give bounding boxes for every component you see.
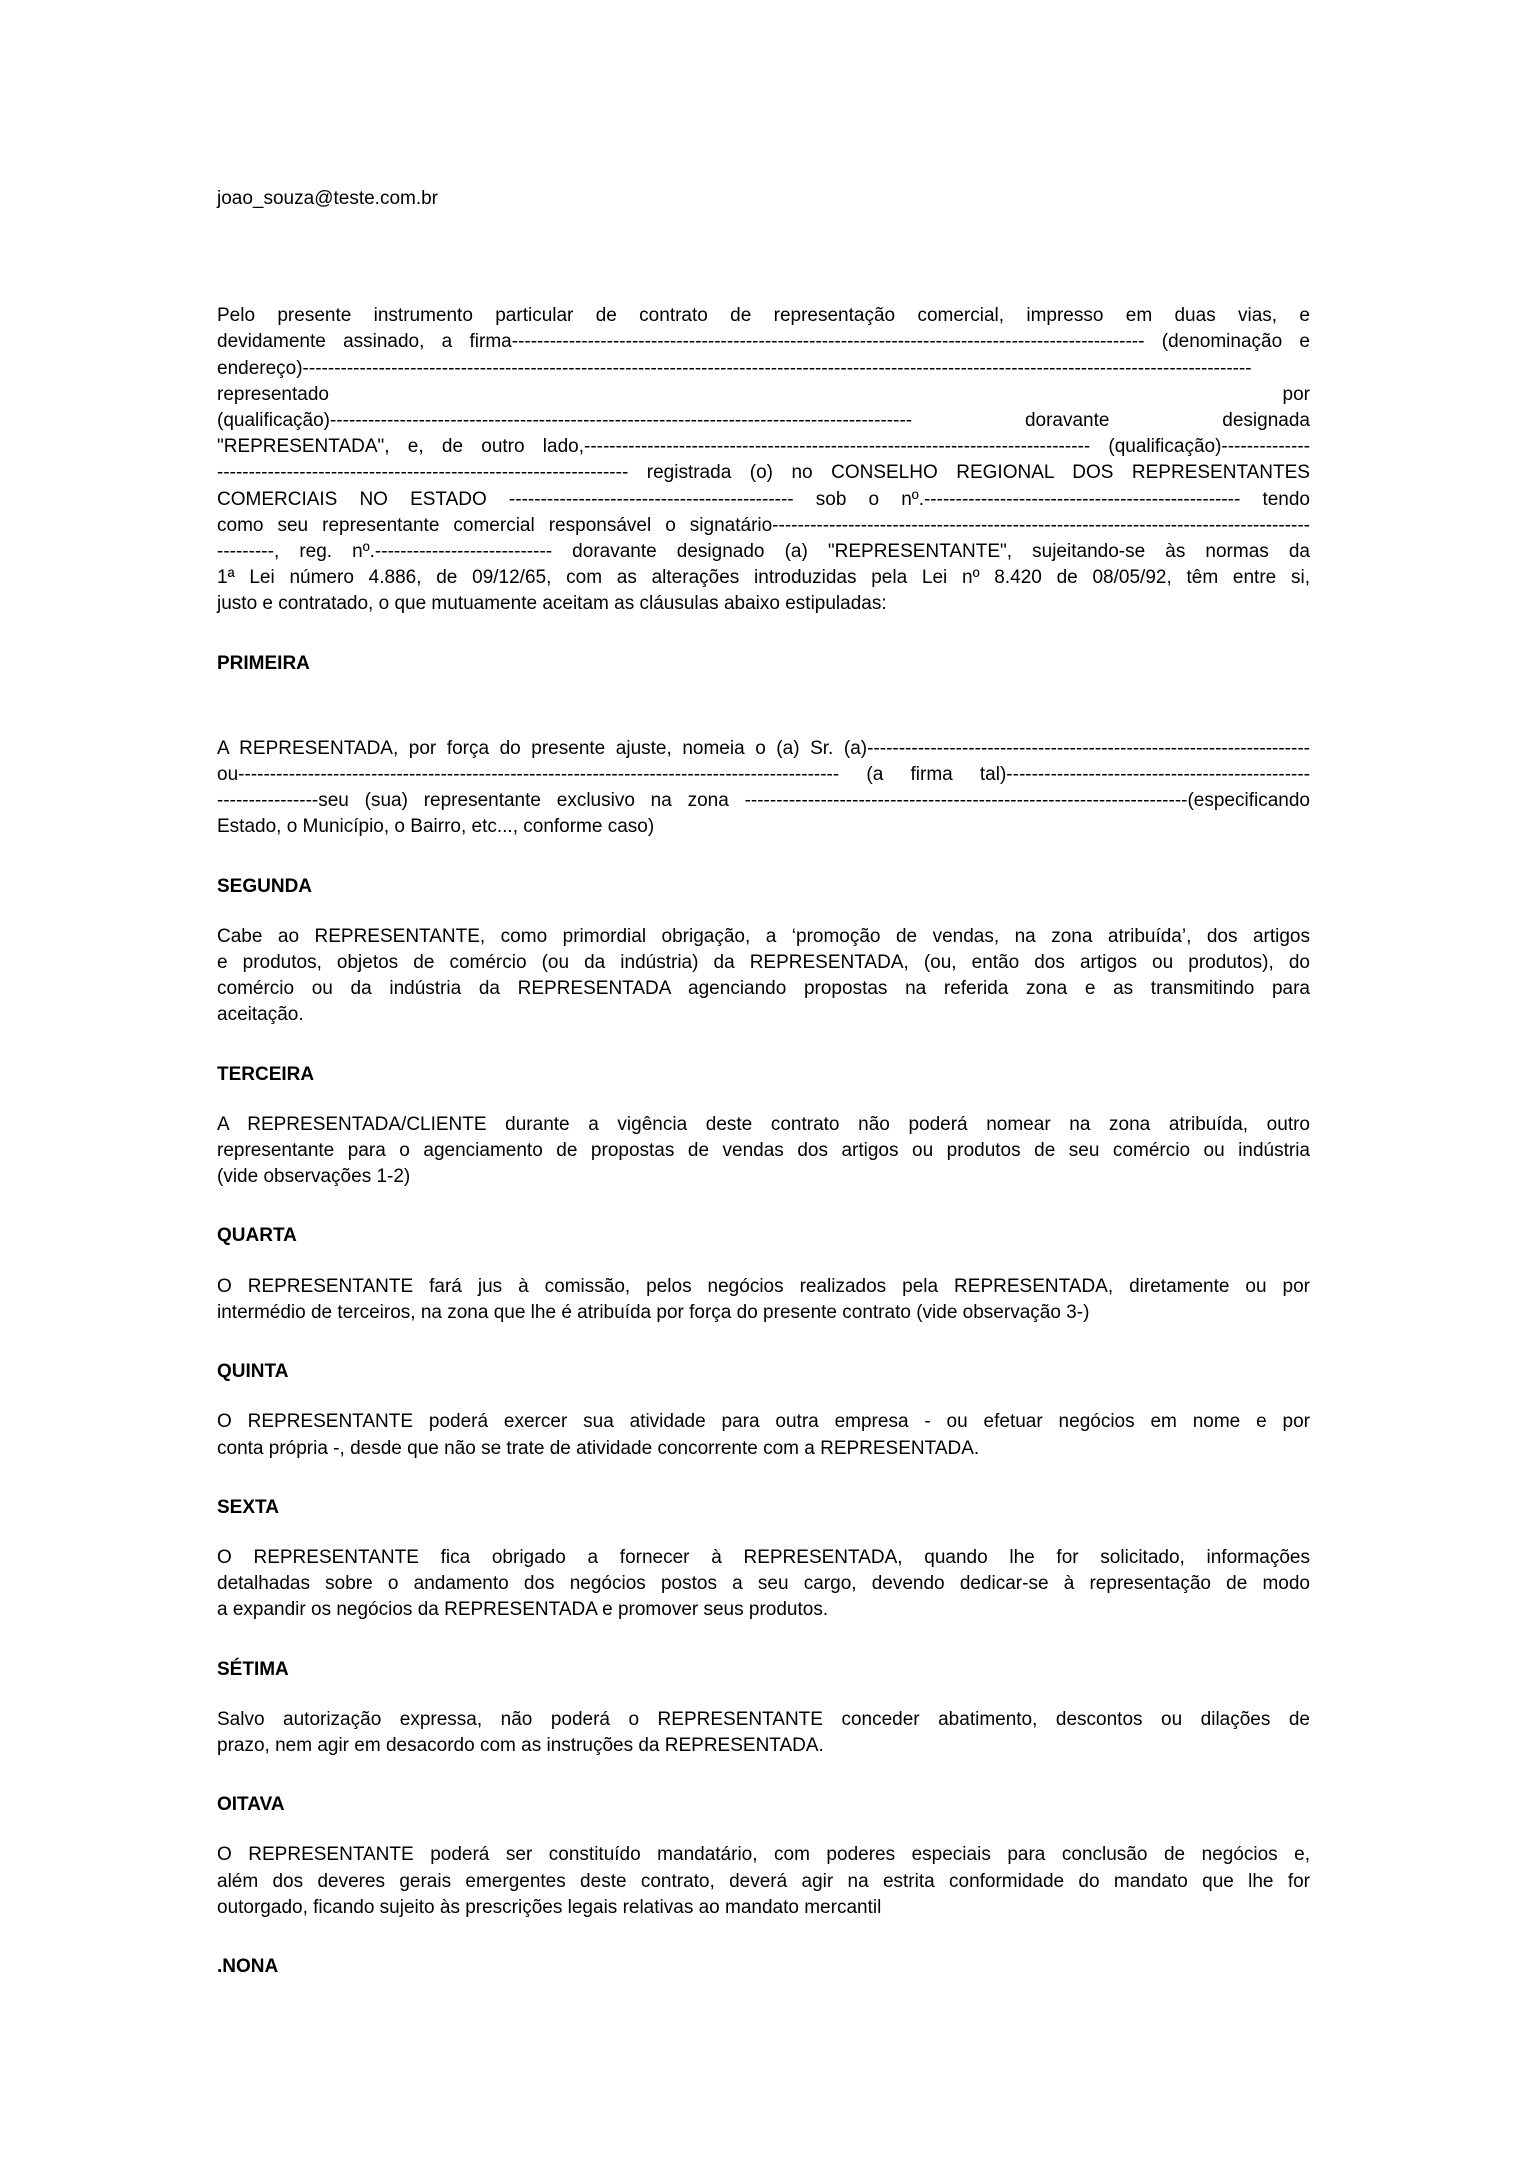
clause-primeira <box>217 651 1310 841</box>
clause-heading: SEXTA <box>217 1496 279 1518</box>
clause-paragraph <box>217 736 1310 841</box>
clause-line: outorgado, ficando sujeito às prescrições legais relativas ao mandato mercantil <box>217 1896 882 1918</box>
clause-line: O REPRESENTANTE poderá exercer sua atividade para outra empresa - ou efetuar negócios em nome e por <box>217 1411 1310 1433</box>
clause-line: Cabe ao REPRESENTANTE, como primordial obrigação, a ‘promoção de vendas, na zona atribuída’, dos artigos <box>217 925 1310 947</box>
clause-line: Salvo autorização expressa, não poderá o REPRESENTANTE conceder abatimento, descontos ou dilações de <box>217 1708 1310 1730</box>
clause-paragraph <box>217 1707 1310 1759</box>
intro-line-8: como seu representante comercial responsável o signatário------------------------------------------------------------------------------------- <box>217 514 1310 536</box>
intro-line-10: 1ª Lei número 4.886, de 09/12/65, com as alterações introduzidas pela Lei nº 8.420 de 08/05/92, têm entre si, <box>217 567 1310 589</box>
clause-line: e produtos, objetos de comércio (ou da indústria) da REPRESENTADA, (ou, então dos artigos ou produtos), do <box>217 952 1310 974</box>
clause-heading: TERCEIRA <box>217 1063 315 1085</box>
clause-heading: QUINTA <box>217 1361 289 1383</box>
intro-line-6: ----------------------------------------------------------------- registrada (o) no CONSELHO REGIONAL DOS REPRESENTANTES <box>217 462 1310 484</box>
clause-segunda <box>217 874 1310 1029</box>
clause-heading: OITAVA <box>217 1794 285 1816</box>
clause-oitava <box>217 1792 1310 1921</box>
intro-line-3: endereço)------------------------------------------------------------------------------------------------------------------------------------------------------ representado por <box>217 357 1310 405</box>
clause-line: prazo, nem agir em desacordo com as instruções da REPRESENTADA. <box>217 1734 824 1756</box>
clause-line: (vide observações 1-2) <box>217 1166 411 1188</box>
clause-paragraph <box>217 1842 1310 1921</box>
clause-line: O REPRESENTANTE fará jus à comissão, pelos negócios realizados pela REPRESENTADA, diretamente ou por <box>217 1275 1310 1297</box>
clause-line: representante para o agenciamento de propostas de vendas dos artigos ou produtos de seu comércio ou indústria <box>217 1140 1310 1162</box>
intro-line-1: Pelo presente instrumento particular de contrato de representação comercial, impresso em duas vias, e <box>217 305 1310 327</box>
contract-clauses <box>217 651 1310 1981</box>
clause-line: além dos deveres gerais emergentes deste contrato, deverá agir na estrita conformidade do mandato que lhe for <box>217 1870 1310 1892</box>
clause-heading: PRIMEIRA <box>217 652 310 674</box>
clause-paragraph <box>217 924 1310 1029</box>
clause-line: Estado, o Município, o Bairro, etc..., conforme caso) <box>217 816 655 838</box>
clause-quinta <box>217 1359 1310 1462</box>
clause-paragraph <box>217 1274 1310 1326</box>
intro-line-2: devidamente assinado, a firma---------------------------------------------------------------------------------------------------- (denominação e <box>217 331 1310 353</box>
clause-line: O REPRESENTANTE fica obrigado a fornecer à REPRESENTADA, quando lhe for solicitado, informações <box>217 1546 1310 1568</box>
clause-quarta <box>217 1223 1310 1326</box>
clause-line: conta própria -, desde que não se trate de atividade concorrente com a REPRESENTADA. <box>217 1437 980 1459</box>
intro-line-9: ---------, reg. nº.---------------------------- doravante designado (a) "REPRESENTANTE", sujeitando-se às normas da <box>217 541 1310 563</box>
clause-heading: SÉTIMA <box>217 1658 289 1680</box>
clause-line: A REPRESENTADA, por força do presente ajuste, nomeia o (a) Sr. (a)---------------------------------------------------------------------- <box>217 737 1310 759</box>
clause-line: a expandir os negócios da REPRESENTADA e promover seus produtos. <box>217 1599 829 1621</box>
clause-heading: SEGUNDA <box>217 875 313 897</box>
clause-paragraph <box>217 1409 1310 1461</box>
document-content <box>217 0 1310 1980</box>
clause-heading: .NONA <box>217 1955 279 1977</box>
clause-line: ----------------seu (sua) representante exclusivo na zona ----------------------------------------------------------------------(especificando <box>217 790 1310 812</box>
clause-line: intermédio de terceiros, na zona que lhe é atribuída por força do presente contrato (vide observação 3-) <box>217 1301 1090 1323</box>
clause-line: aceitação. <box>217 1004 304 1026</box>
clause-heading: QUARTA <box>217 1225 297 1247</box>
email-header: joao_souza@teste.com.br <box>217 188 439 209</box>
clause-line: ou----------------------------------------------------------------------------------------------- (a firma tal)------------------------------------------------ <box>217 764 1310 786</box>
clause-paragraph <box>217 1545 1310 1624</box>
clause-line: detalhadas sobre o andamento dos negócios postos a seu cargo, devendo dedicar-se à representação de modo <box>217 1573 1310 1595</box>
clause-terceira <box>217 1062 1310 1191</box>
intro-line-11: justo e contratado, o que mutuamente aceitam as cláusulas abaixo estipuladas: <box>217 593 887 615</box>
clause-sexta <box>217 1495 1310 1624</box>
intro-line-5: "REPRESENTADA", e, de outro lado,-------------------------------------------------------------------------------- (qualificação)-------------- <box>217 436 1310 458</box>
clause-paragraph <box>217 1112 1310 1191</box>
clause-line: A REPRESENTADA/CLIENTE durante a vigência deste contrato não poderá nomear na zona atribuída, outro <box>217 1113 1310 1135</box>
clause-line: comércio ou da indústria da REPRESENTADA agenciando propostas na referida zona e as transmitindo para <box>217 978 1310 1000</box>
intro-line-4: (qualificação)-------------------------------------------------------------------------------------------- doravante designada <box>217 410 1310 432</box>
intro-line-7: COMERCIAIS NO ESTADO --------------------------------------------- sob o nº.-------------------------------------------------- tendo <box>217 488 1310 510</box>
intro-paragraph <box>217 303 1310 617</box>
clause-sétima <box>217 1657 1310 1760</box>
clause-line: O REPRESENTANTE poderá ser constituído mandatário, com poderes especiais para conclusão de negócios e, <box>217 1844 1310 1866</box>
clause-nona <box>217 1954 1310 1980</box>
